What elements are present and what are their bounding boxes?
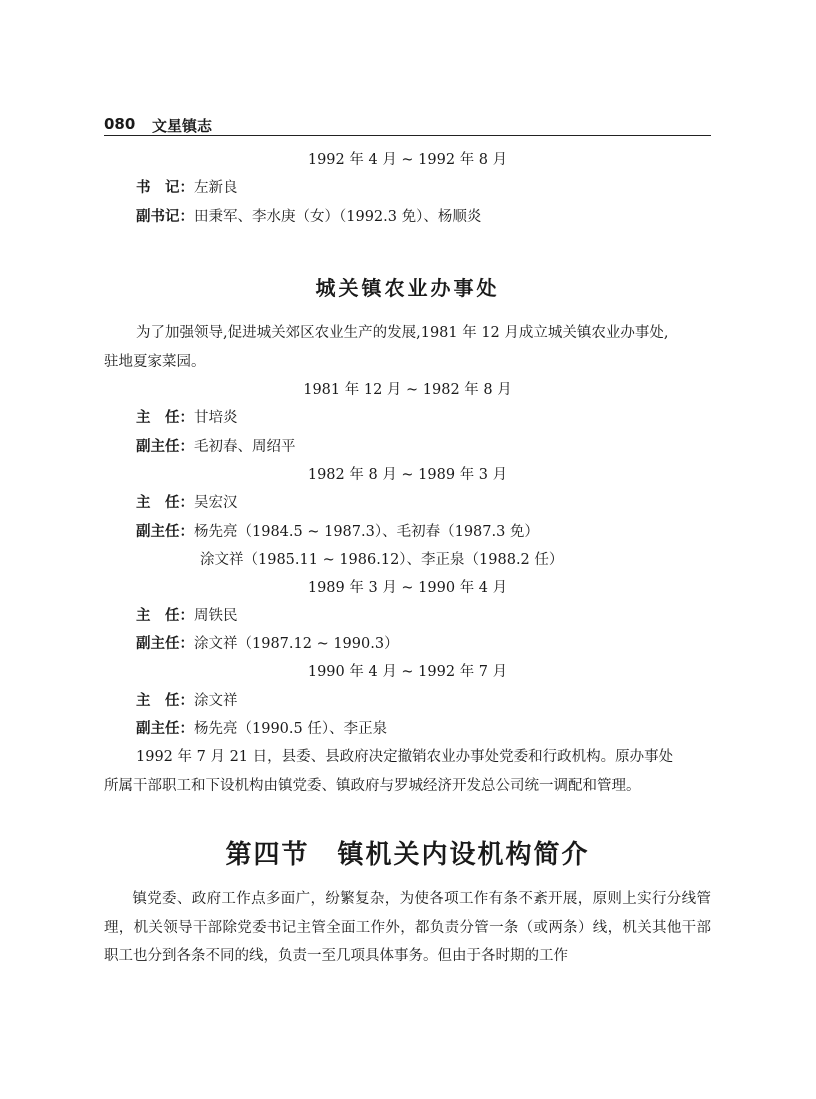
director-line — [136, 408, 238, 428]
role-label: 副主任： — [136, 524, 194, 540]
role-names: 涂文祥 — [194, 693, 238, 709]
role-names: 左新良 — [194, 180, 238, 196]
role-label: 副主任： — [136, 636, 194, 652]
period-heading: 1992 年 4 月 ~ 1992 年 8 月 — [307, 152, 508, 168]
role-label: 副书记： — [136, 209, 194, 225]
role-names: 吴宏汉 — [194, 495, 238, 511]
deputy-director-line — [136, 522, 539, 542]
director-line — [136, 493, 238, 513]
role-names: 甘培炎 — [194, 410, 238, 426]
role-names: 杨先亮（1984.5 ~ 1987.3）、毛初春（1987.3 免） — [194, 524, 539, 540]
paragraph-text: 镇党委、政府工作点多面广，纷繁复杂，为使各项工作有条不紊开展，原则上实行分线管理，机关领导干部除党委书记主管全面工作外，都负责分管一条（或两条）线，机关其他干部职工也分到各条不同的线，负责一至几项具体事务。但由于各时期的工作 — [104, 891, 711, 964]
role-label: 主 任： — [136, 693, 194, 709]
period-heading: 1990 年 4 月 ~ 1992 年 7 月 — [307, 664, 508, 680]
director-line — [136, 606, 238, 626]
section-title: 城关镇农业办事处 — [315, 276, 500, 300]
role-label: 主 任： — [136, 410, 194, 426]
role-names: 周铁民 — [194, 608, 238, 624]
intro-line: 驻地夏家菜园。 — [104, 354, 206, 370]
role-label: 书 记： — [136, 180, 194, 196]
deputy-director-line — [136, 719, 387, 739]
closing-line: 1992 年 7 月 21 日，县委、县政府决定撤销农业办事处党委和行政机构。原办事处 — [136, 749, 674, 765]
role-names: 杨先亮（1990.5 任）、李正泉 — [194, 721, 388, 737]
body-paragraph — [104, 885, 711, 971]
section-number: 第四节 — [225, 840, 310, 870]
role-names: 涂文祥（1987.12 ~ 1990.3） — [194, 636, 399, 652]
role-label: 主 任： — [136, 608, 194, 624]
role-names: 田秉军、李水庚（女）（1992.3 免）、杨顺炎 — [194, 209, 482, 225]
deputy-director-continuation: 涂文祥（1985.11 ~ 1986.12）、李正泉（1988.2 任） — [200, 552, 564, 568]
book-title: 文星镇志 — [152, 117, 213, 135]
secretary-line — [136, 178, 238, 198]
period-heading: 1982 年 8 月 ~ 1989 年 3 月 — [307, 467, 508, 483]
deputy-director-line — [136, 634, 399, 654]
deputy-director-line — [136, 437, 296, 457]
period-heading: 1981 年 12 月 ~ 1982 年 8 月 — [303, 382, 512, 398]
role-label: 副主任： — [136, 721, 194, 737]
chapter-section-title — [104, 834, 711, 871]
section-name: 镇机关内设机构简介 — [337, 840, 590, 870]
role-names: 毛初春、周绍平 — [194, 439, 296, 455]
director-line — [136, 691, 238, 711]
running-header — [104, 113, 711, 136]
role-label: 副主任： — [136, 439, 194, 455]
intro-line: 为了加强领导,促进城关郊区农业生产的发展,1981 年 12 月成立城关镇农业办事处, — [136, 325, 669, 341]
period-heading: 1989 年 3 月 ~ 1990 年 4 月 — [307, 580, 508, 596]
role-label: 主 任： — [136, 495, 194, 511]
page-number: 080 — [104, 115, 136, 133]
closing-line: 所属干部职工和下设机构由镇党委、镇政府与罗城经济开发总公司统一调配和管理。 — [104, 778, 641, 794]
deputy-secretary-line — [136, 207, 481, 227]
